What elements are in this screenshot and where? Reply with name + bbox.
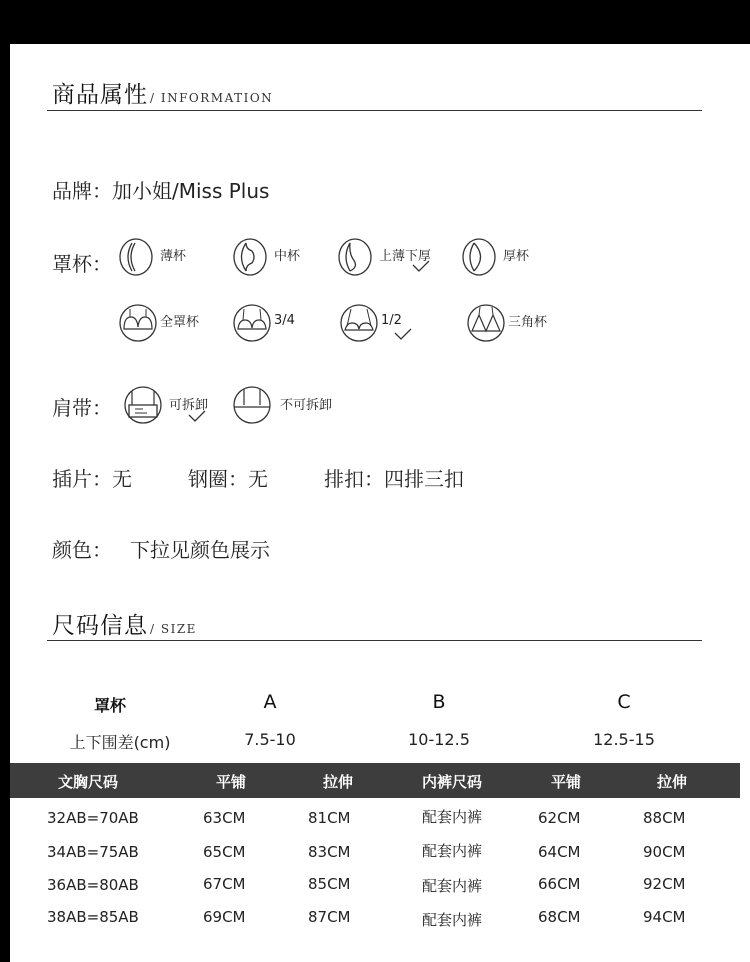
cup-option-label: 厚杯 — [503, 248, 530, 264]
brief-flat-cell: 62CM — [538, 809, 581, 827]
brief-flat-cell: 66CM — [538, 875, 581, 893]
brief-stretch-cell: 90CM — [643, 843, 686, 861]
cup-option-thin — [118, 237, 186, 277]
cup-c: C — [617, 691, 631, 713]
fixed-strap-icon — [232, 385, 272, 425]
brief-size-cell: 配套内裤 — [422, 842, 483, 860]
info-title-en: / INFORMATION — [150, 91, 274, 105]
cup-option-label: 上薄下厚 — [379, 248, 432, 264]
size-title-en: / SIZE — [150, 622, 197, 636]
strap-option-detachable[interactable] — [123, 385, 208, 425]
three-quarter-cup-icon — [232, 303, 272, 343]
coverage-three-quarter — [232, 303, 299, 343]
diff-c: 12.5-15 — [593, 730, 655, 749]
bra-size-cell: 38AB=85AB — [47, 908, 139, 926]
brief-flat-cell: 68CM — [538, 908, 581, 926]
push-up-cup-icon — [337, 237, 373, 277]
stretch-cell: 85CM — [308, 875, 351, 893]
cup-option-thick — [461, 237, 529, 277]
color-value: 下拉见颜色展示 — [130, 538, 270, 562]
flat-cell: 65CM — [203, 843, 246, 861]
brief-stretch-cell: 88CM — [643, 809, 686, 827]
brief-size-cell: 配套内裤 — [422, 808, 483, 826]
strap-option-fixed — [232, 385, 333, 425]
header-brief-size: 内裤尺码 — [422, 773, 483, 791]
info-title-cn: 商品属性 — [52, 82, 148, 108]
coverage-label: 3/4 — [274, 312, 295, 328]
size-divider — [47, 640, 702, 641]
flat-cell: 63CM — [203, 809, 246, 827]
flat-cell: 69CM — [203, 908, 246, 926]
color-label: 颜色： — [52, 538, 112, 562]
check-mark-icon — [411, 259, 431, 273]
header-flat: 平铺 — [216, 773, 247, 791]
underwire-info: 钢圈：无 — [188, 467, 268, 491]
thin-cup-icon — [118, 237, 154, 277]
strap-option-label: 可拆卸 — [169, 397, 209, 413]
strap-option-label: 不可拆卸 — [280, 397, 333, 413]
coverage-half-cup[interactable] — [339, 303, 406, 343]
stretch-cell: 81CM — [308, 809, 351, 827]
half-cup-bra-icon — [339, 303, 379, 343]
coverage-triangle — [466, 303, 551, 343]
brief-stretch-cell: 94CM — [643, 908, 686, 926]
medium-cup-icon — [232, 237, 268, 277]
bra-size-cell: 36AB=80AB — [47, 876, 139, 894]
hook-info: 排扣：四排三扣 — [324, 467, 464, 491]
full-cup-bra-icon — [118, 303, 158, 343]
thick-cup-icon — [461, 237, 497, 277]
brief-stretch-cell: 92CM — [643, 875, 686, 893]
header-stretch-brief: 拉伸 — [657, 773, 688, 791]
brief-flat-cell: 64CM — [538, 843, 581, 861]
strap-label: 肩带： — [52, 396, 112, 420]
info-section-title — [52, 76, 273, 109]
cup-option-medium — [232, 237, 300, 277]
size-table-header — [10, 763, 740, 798]
brief-size-cell: 配套内裤 — [422, 877, 483, 895]
brand-label: 品牌： — [52, 179, 112, 203]
cup-label: 罩杯： — [52, 252, 112, 276]
stretch-cell: 83CM — [308, 843, 351, 861]
bra-size-cell: 32AB=70AB — [47, 809, 139, 827]
check-mark-icon — [187, 409, 207, 423]
cup-b: B — [432, 691, 446, 713]
diff-a: 7.5-10 — [244, 730, 296, 749]
size-title-cn: 尺码信息 — [52, 613, 148, 639]
check-mark-icon — [393, 327, 413, 341]
header-flat-brief: 平铺 — [551, 773, 582, 791]
product-info-page — [10, 44, 750, 962]
diff-b: 10-12.5 — [408, 730, 470, 749]
detachable-strap-icon — [123, 385, 163, 425]
cup-option-label: 中杯 — [274, 248, 301, 264]
header-stretch: 拉伸 — [323, 773, 354, 791]
size-section-title — [52, 607, 197, 640]
cup-option-push-up[interactable] — [337, 237, 431, 277]
flat-cell: 67CM — [203, 875, 246, 893]
triangle-bra-icon — [466, 303, 506, 343]
brief-size-cell: 配套内裤 — [422, 911, 483, 929]
brand-value: 加小姐/Miss Plus — [112, 179, 270, 203]
diff-label: 上下围差(cm) — [69, 733, 171, 752]
coverage-label: 三角杯 — [508, 314, 548, 330]
coverage-full-cup — [118, 303, 203, 343]
coverage-label: 全罩杯 — [160, 314, 200, 330]
coverage-label: 1/2 — [381, 312, 402, 328]
brand-row — [52, 175, 269, 204]
cup-a: A — [263, 691, 277, 713]
cup-option-label: 薄杯 — [160, 248, 187, 264]
insert-info: 插片：无 — [52, 467, 132, 491]
info-divider — [47, 110, 702, 111]
bra-size-cell: 34AB=75AB — [47, 843, 139, 861]
cup-header: 罩杯 — [93, 696, 126, 715]
stretch-cell: 87CM — [308, 908, 351, 926]
header-bra-size: 文胸尺码 — [58, 773, 119, 791]
